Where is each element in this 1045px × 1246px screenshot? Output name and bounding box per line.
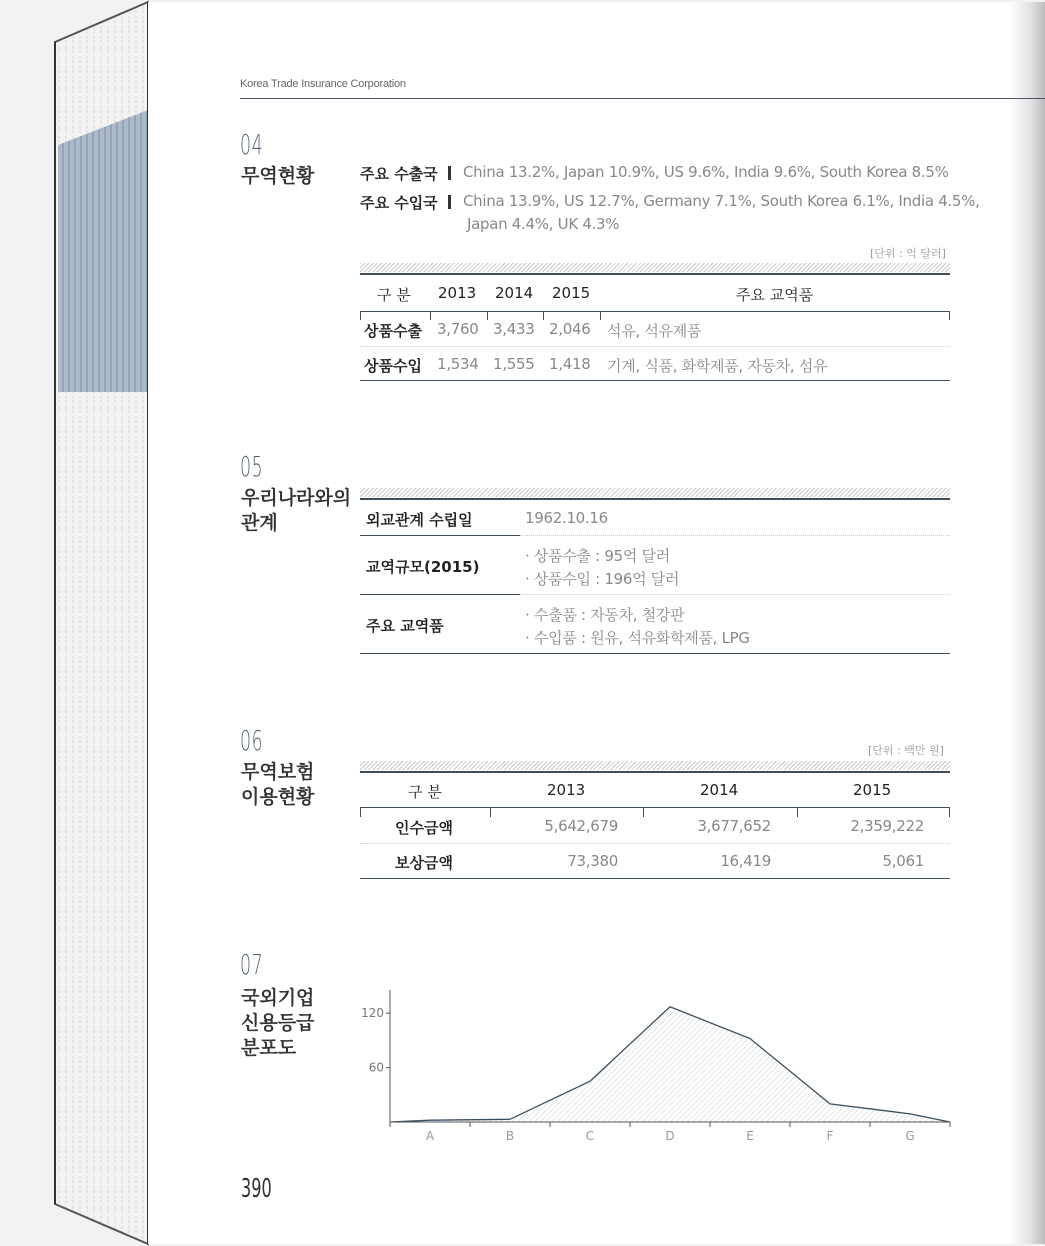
table-cell: 1,418 [549,355,591,373]
trade-table-header: 2015 [552,284,591,302]
relation-row-value: · 상품수입 : 196억 달러 [525,570,680,588]
y-tick-label: 60 [368,1060,384,1075]
x-tick-label: B [505,1129,515,1143]
trade-table-header: 구 분 [377,286,411,304]
page-number: 390 [241,1174,272,1204]
relation-row-label: 주요 교역품 [366,617,444,635]
table-cell: 16,419 [720,852,771,870]
table-bottom-rule [360,380,950,381]
table-cell: 2,046 [549,320,591,338]
trade-table-header: 2013 [438,284,477,302]
table-tick [490,807,491,817]
table-cell: 5,642,679 [544,817,618,835]
table-tick [949,807,950,817]
table-tick [487,311,488,320]
table-tick [430,311,431,320]
credit-rating-distribution-chart [360,985,960,1145]
table-top-rule [360,771,950,773]
x-tick-label: F [826,1129,834,1143]
table-top-hatch [360,488,950,497]
table-top-hatch [360,761,950,770]
insurance-table-header: 2015 [853,781,892,799]
table-cell: 3,677,652 [697,817,771,835]
relation-row-value: · 수입품 : 원유, 석유화학제품, LPG [525,629,750,647]
export-countries-value: China 13.2%, Japan 10.9%, US 9.6%, India 9.6%, South Korea 8.5% [463,163,949,181]
table-top-rule [360,273,950,275]
table-top-rule [360,498,950,500]
y-tick-label: 120 [361,1006,384,1021]
label-col-rule [360,594,520,595]
insurance-table-header: 구 분 [408,783,442,801]
header-rule [240,98,1045,99]
table-tick [543,311,544,320]
x-tick-label: A [425,1129,435,1143]
table-tick [600,311,601,320]
book-spine [0,0,160,1246]
section-05-title-line2: 관계 [241,512,278,534]
trade-table-header: 2014 [495,284,534,302]
section-06-number: 06 [240,724,264,757]
table-row-label: 상품수출 [364,322,422,340]
x-tick-label: D [665,1129,675,1143]
table-cell: 2,359,222 [850,817,924,835]
table-tick [797,807,798,817]
table-tick [360,807,361,817]
import-countries-label: 주요 수입국 [360,194,438,212]
x-tick-label: G [905,1129,915,1143]
section-06-title-line1: 무역보험 [241,761,315,783]
label-col-rule [360,535,520,536]
section-07-title-line3: 분포도 [241,1037,297,1059]
table-row-label: 상품수입 [364,357,422,375]
separator-bar [448,195,451,209]
table-cell: 3,760 [437,320,479,338]
row-divider [520,535,950,536]
insurance-table-header: 2014 [700,781,739,799]
import-countries-value-line2: Japan 4.4%, UK 4.3% [467,215,620,233]
relation-row-label: 교역규모(2015) [366,558,480,576]
separator-bar [448,166,451,180]
row-divider [360,346,950,347]
row-divider [520,594,950,595]
table-cell: 1,534 [437,355,479,373]
table-bottom-rule [360,653,950,654]
import-countries-value-line1: China 13.9%, US 12.7%, Germany 7.1%, South Korea 6.1%, India 4.5%, [463,192,980,210]
section-06-title-line2: 이용현황 [241,786,315,808]
table-row-label: 인수금액 [395,819,453,837]
relation-row-label: 외교관계 수립일 [366,511,473,529]
table-row-label: 보상금액 [395,854,453,872]
section-07-title-line2: 신용등급 [241,1012,315,1034]
table-tick [643,807,644,817]
table-cell: 5,061 [882,852,924,870]
relation-row-value: · 상품수출 : 95억 달러 [525,547,670,565]
page-edge-shadow [1010,2,1045,1244]
table-cell: 1,555 [493,355,535,373]
section-04-title: 무역현황 [241,165,315,187]
relation-row-value: · 수출품 : 자동차, 철강판 [525,606,685,624]
relation-row-value: 1962.10.16 [525,509,608,527]
table-cell: 기계, 식품, 화학제품, 자동차, 섬유 [607,357,828,375]
section-05-number: 05 [240,450,264,483]
row-divider [360,843,950,844]
series-area-fill [390,1007,950,1122]
x-tick-label: C [585,1129,595,1143]
unit-label: [단위 : 백만 원] [868,744,944,757]
header-org: Korea Trade Insurance Corporation [240,78,406,90]
insurance-table-header: 2013 [547,781,586,799]
export-countries-label: 주요 수출국 [360,165,438,183]
section-07-number: 07 [240,948,264,981]
x-tick-label: E [746,1129,754,1143]
table-cell: 석유, 석유제품 [607,322,702,340]
table-cell: 73,380 [567,852,618,870]
unit-label: [단위 : 억 달러] [870,247,946,260]
section-04-number: 04 [240,128,264,161]
table-header-rule [360,807,950,808]
table-tick [949,311,950,320]
table-header-rule [360,311,950,312]
section-05-title-line1: 우리나라와의 [241,487,352,509]
table-cell: 3,433 [493,320,535,338]
table-tick [360,311,361,320]
table-bottom-rule [360,878,950,879]
trade-table-header: 주요 교역품 [736,286,814,304]
section-07-title-line1: 국외기업 [241,987,315,1009]
table-top-hatch [360,263,950,272]
